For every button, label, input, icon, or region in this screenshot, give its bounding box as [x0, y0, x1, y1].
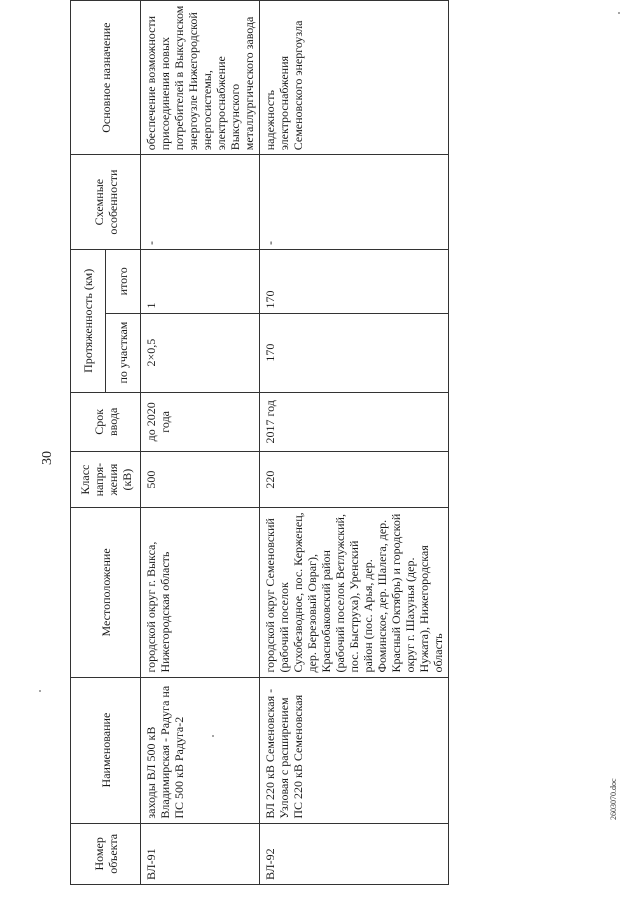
document-code: 2603070.doc	[609, 778, 618, 820]
scan-speck	[39, 690, 41, 692]
header-location: Местоположение	[71, 508, 141, 677]
scan-speck	[212, 735, 214, 737]
header-length-sections: по участкам	[106, 313, 141, 392]
row-location: городской округ г. Выкса, Нижегородская область	[141, 508, 260, 677]
header-length-total: итого	[106, 249, 141, 313]
row-num: ВЛ-92	[260, 823, 449, 884]
row-length-sections: 2×0,5	[141, 313, 260, 392]
row-length-total: 170	[260, 249, 449, 313]
row-length-sections: 170	[260, 313, 449, 392]
header-length-group: Протяженность (км)	[71, 249, 106, 392]
scan-speck	[618, 12, 620, 14]
row-length-total: 1	[141, 249, 260, 313]
row-voltage: 220	[260, 452, 449, 508]
header-voltage: Класс напря-жения (кВ)	[71, 452, 141, 508]
row-voltage: 500	[141, 452, 260, 508]
row-term: до 2020 года	[141, 392, 260, 451]
table-row	[260, 1, 449, 885]
header-num: Номер объекта	[71, 823, 141, 884]
header-purpose: Основное назначение	[71, 1, 141, 155]
table-row	[141, 1, 260, 885]
row-purpose: обеспечение возможности присоединения новых потребителей в Выксунском энергоузле Нижегородской энергосистемы, электроснабжение Выксунского металлургического завода	[141, 1, 260, 155]
row-location: городской округ Семеновский (рабочий поселок Сухобезводное, пос. Керженец, дер. Березовый Овраг), Краснобаковский район (рабочий поселок Ветлужский, пос. Быструха), Уренский район (пос. Арья, дер. Фоминское, дер. Шалега, дер. Красный Октябрь) и городской округ г. Шахунья (дер. Нужата), Нижегородская область	[260, 508, 449, 677]
row-features: -	[141, 155, 260, 250]
objects-table	[70, 0, 449, 885]
row-num: ВЛ-91	[141, 823, 260, 884]
header-name: Наименование	[71, 677, 141, 823]
row-name: заходы ВЛ 500 кВ Владимирская - Радуга на ПС 500 кВ Радуга-2	[141, 677, 260, 823]
row-features: -	[260, 155, 449, 250]
row-purpose: надежность электроснабжения Семеновского энергоузла	[260, 1, 449, 155]
header-features: Схемные особенности	[71, 155, 141, 250]
row-term: 2017 год	[260, 392, 449, 451]
row-name: ВЛ 220 кВ Семеновская - Узловая с расширением ПС 220 кВ Семеновская	[260, 677, 449, 823]
header-term: Срок ввода	[71, 392, 141, 451]
page-number: 30	[40, 451, 55, 465]
